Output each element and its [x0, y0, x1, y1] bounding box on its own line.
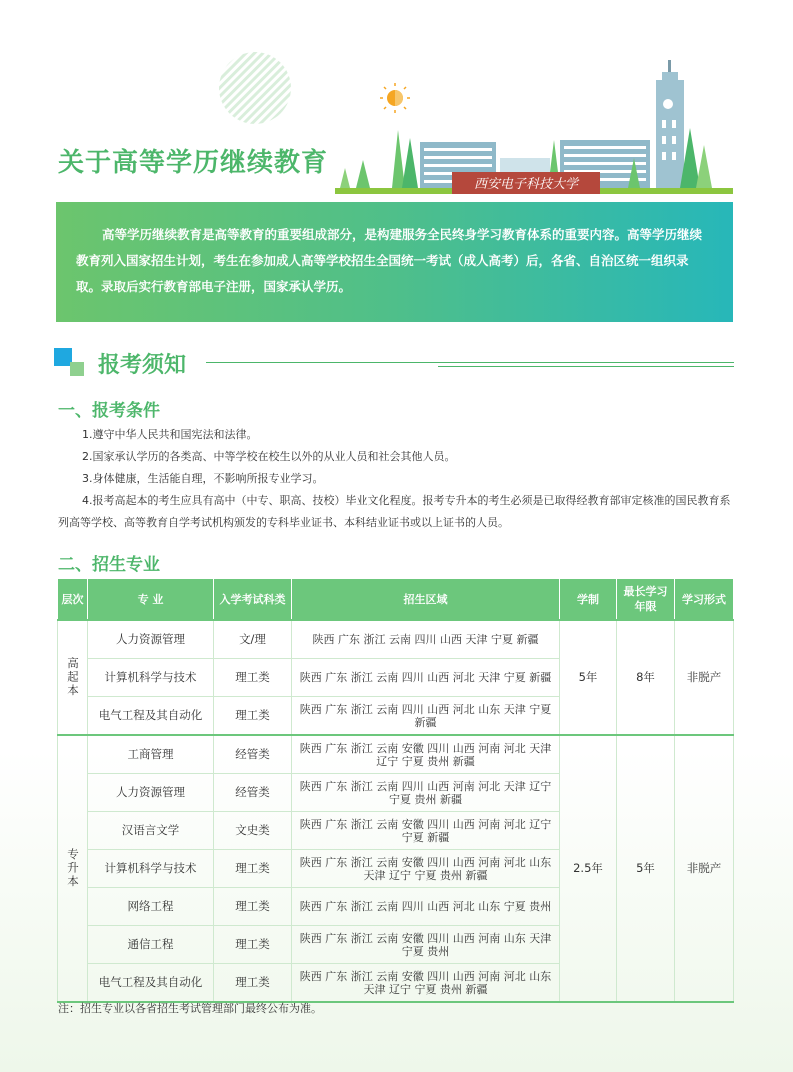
subject-cell: 文史类 [214, 812, 292, 850]
major-cell: 电气工程及其自动化 [88, 964, 214, 1003]
subject-cell: 理工类 [214, 964, 292, 1003]
major-cell: 人力资源管理 [88, 620, 214, 659]
duration-cell: 5年 [560, 620, 617, 735]
subject-cell: 经管类 [214, 735, 292, 774]
section-title: 报考须知 [98, 353, 187, 378]
conditions-list [58, 424, 734, 534]
header-subject: 入学考试科类 [214, 579, 292, 621]
region-cell: 陕西 广东 浙江 云南 四川 山西 河北 天津 宁夏 新疆 [292, 659, 560, 697]
subject-cell: 理工类 [214, 926, 292, 964]
level-cell: 高起本 [58, 620, 88, 735]
intro-box [56, 202, 733, 322]
clock-tower [656, 60, 684, 188]
major-cell: 电气工程及其自动化 [88, 697, 214, 736]
major-cell: 工商管理 [88, 735, 214, 774]
table-row [58, 735, 734, 774]
table-header-row [58, 579, 734, 621]
max-years-cell: 8年 [617, 620, 675, 735]
square-green-icon [70, 362, 84, 376]
subject-cell: 理工类 [214, 850, 292, 888]
duration-cell: 2.5年 [560, 735, 617, 1002]
conditions-heading: 一、报考条件 [58, 401, 160, 421]
table-row [58, 620, 734, 659]
majors-table [57, 578, 734, 1003]
header-duration: 学制 [560, 579, 617, 621]
region-cell: 陕西 广东 浙江 云南 四川 山西 河北 山东 宁夏 贵州 [292, 888, 560, 926]
footnote: 注：招生专业以各省招生考试管理部门最终公布为准。 [58, 1002, 322, 1015]
region-cell: 陕西 广东 浙江 云南 安徽 四川 山西 河南 河北 山东 天津 辽宁 宁夏 贵州 新疆 [292, 850, 560, 888]
header-region: 招生区域 [292, 579, 560, 621]
header-form: 学习形式 [675, 579, 734, 621]
intro-text: 高等学历继续教育是高等教育的重要组成部分，是构建服务全民终身学习教育体系的重要内容。高等学历继续教育列入国家招生计划，考生在参加成人高等学校招生全国统一考试（成人高考）后，各省、自治区统一组织录取。录取后实行教育部电子注册，国家承认学历。 [76, 227, 703, 294]
region-cell: 陕西 广东 浙江 云南 安徽 四川 山西 河南 山东 天津 宁夏 贵州 [292, 926, 560, 964]
major-cell: 通信工程 [88, 926, 214, 964]
major-cell: 计算机科学与技术 [88, 659, 214, 697]
decor-circle [219, 52, 291, 124]
majors-heading: 二、招生专业 [58, 555, 160, 575]
sun-icon [380, 83, 410, 113]
subject-cell: 经管类 [214, 774, 292, 812]
major-cell: 计算机科学与技术 [88, 850, 214, 888]
subject-cell: 理工类 [214, 888, 292, 926]
form-cell: 非脱产 [675, 735, 734, 1002]
subject-cell: 理工类 [214, 697, 292, 736]
max-years-cell: 5年 [617, 735, 675, 1002]
form-cell: 非脱产 [675, 620, 734, 735]
divider [206, 362, 734, 363]
subject-cell: 理工类 [214, 659, 292, 697]
header-level: 层次 [58, 579, 88, 621]
major-cell: 人力资源管理 [88, 774, 214, 812]
header-max-years: 最长学习年限 [617, 579, 675, 621]
divider [438, 366, 734, 367]
condition-item: 4.报考高起本的考生应具有高中（中专、职高、技校）毕业文化程度。报考专升本的考生必须是已取得经教育部审定核准的国民教育系列高等学校、高等教育自学考试机构颁发的专科毕业证书、本科结业证书或以上证书的人员。 [58, 494, 731, 529]
page-title: 关于高等学历继续教育 [58, 148, 329, 178]
section-heading [54, 346, 734, 382]
region-cell: 陕西 广东 浙江 云南 四川 山西 河南 河北 天津 辽宁 宁夏 贵州 新疆 [292, 774, 560, 812]
major-cell: 汉语言文学 [88, 812, 214, 850]
level-cell: 专升本 [58, 735, 88, 1002]
condition-item: 3.身体健康，生活能自理，不影响所报专业学习。 [82, 472, 324, 485]
region-cell: 陕西 广东 浙江 云南 安徽 四川 山西 河南 河北 辽宁 宁夏 新疆 [292, 812, 560, 850]
subject-cell: 文/理 [214, 620, 292, 659]
condition-item: 1.遵守中华人民共和国宪法和法律。 [82, 428, 258, 441]
header-major: 专 业 [88, 579, 214, 621]
region-cell: 陕西 广东 浙江 云南 四川 山西 河北 山东 天津 宁夏 新疆 [292, 697, 560, 736]
region-cell: 陕西 广东 浙江 云南 四川 山西 天津 宁夏 新疆 [292, 620, 560, 659]
region-cell: 陕西 广东 浙江 云南 安徽 四川 山西 河南 河北 山东 天津 辽宁 宁夏 贵州 新疆 [292, 964, 560, 1003]
university-sign-text: 西安电子科技大学 [473, 177, 579, 192]
region-cell: 陕西 广东 浙江 云南 安徽 四川 山西 河南 河北 天津 辽宁 宁夏 贵州 新疆 [292, 735, 560, 774]
condition-item: 2.国家承认学历的各类高、中等学校在校生以外的从业人员和社会其他人员。 [82, 450, 456, 463]
major-cell: 网络工程 [88, 888, 214, 926]
